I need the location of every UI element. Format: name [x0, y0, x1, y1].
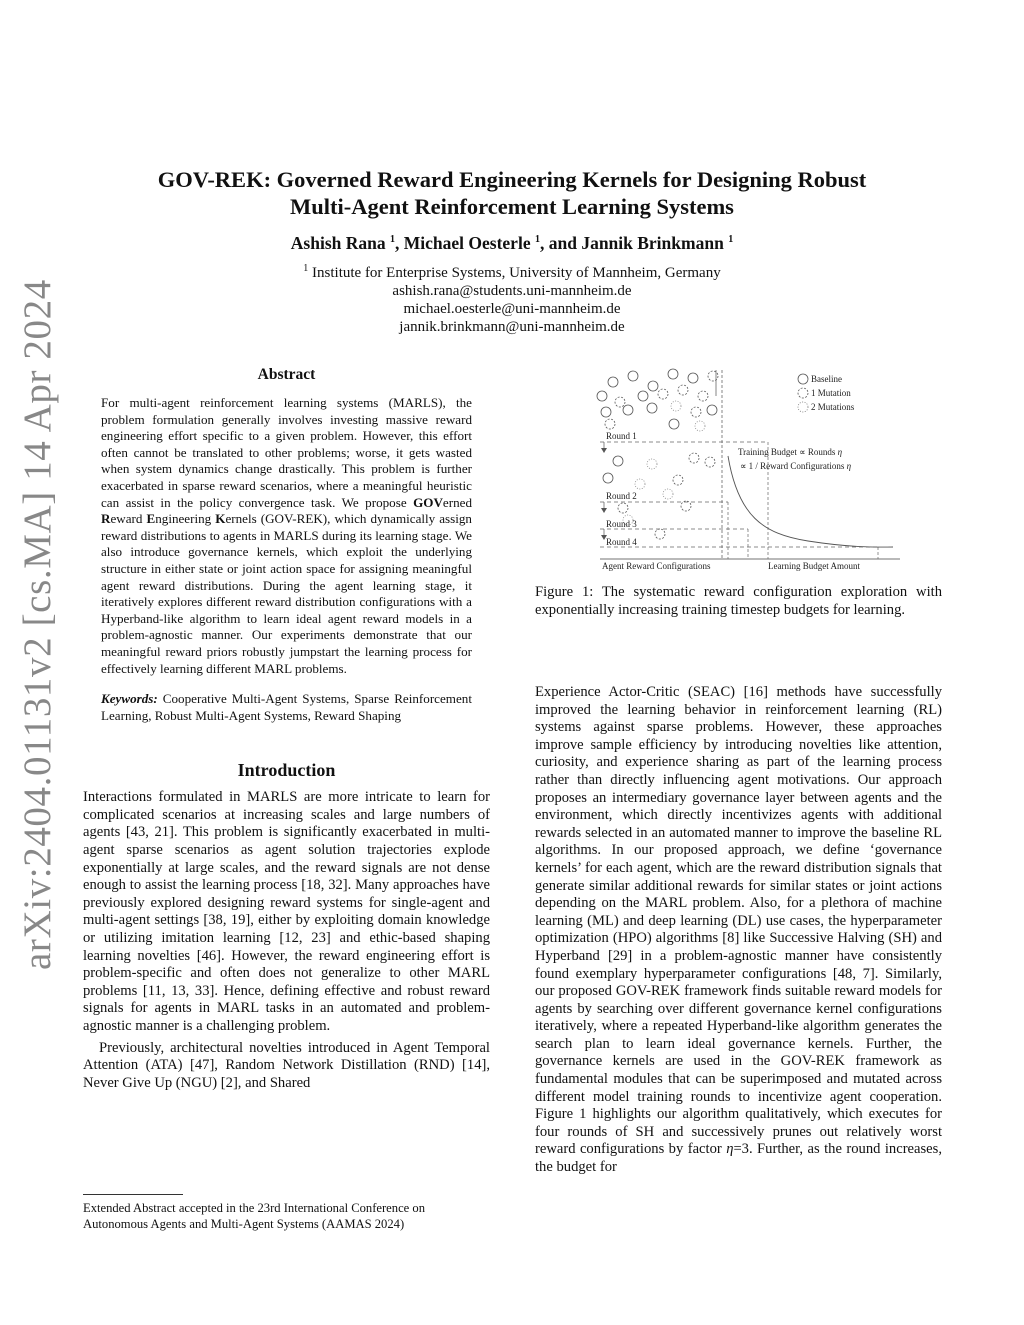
arxiv-identifier[interactable]: arXiv:2404.01131v2 [cs.MA] 14 Apr 2024 — [16, 279, 59, 970]
baseline-config-circle — [648, 381, 658, 391]
mutation-config-circle — [698, 391, 708, 401]
affiliation-line — [100, 264, 924, 282]
round-3-label: Round 3 — [606, 519, 637, 529]
affiliation-text: Institute for Enterprise Systems, University of Mannheim, Germany — [308, 265, 721, 281]
legend-1-mutation: 1 Mutation — [811, 388, 851, 398]
budget-annotation-line1 — [738, 447, 843, 457]
mutation-config-circle — [691, 407, 701, 417]
mutation-config-circle — [689, 453, 699, 463]
intro-paragraph: Previously, architectural novelties introduced in Agent Temporal Attention (ATA) [47], Random Network Distillation (RND) [14], Never Give Up (NGU) [2], and Shared — [83, 1039, 490, 1091]
x-label-budget: Learning Budget Amount — [768, 561, 860, 571]
author-affiliation-mark: 1 — [534, 234, 540, 246]
intro-paragraph: Interactions formulated in MARLS are more intricate to learn for complicated scenarios at increasing scales and large numbers of agents [43, 21]. This problem is significantly exacerbated in multi-agent sparse scenarios as agent solution trajectories explode exponentially at large scales, and the reward signals are not dense enough to assist the learning process [18, 32]. Many approaches have previously explored designing reward systems for single-agent and multi-agent settings [38, 19], either by exploiting domain knowledge or utilizing imitation learning [12, 23] and ethic-based shaping learning novelties [46]. However, the reward engineering effort is problem-specific and often does not generalize to other MARL problems [11, 13, 33]. Hence, defining effective and robust reward signals for agents in MARL tasks in an automated and problem-agnostic manner is a challenging problem. — [83, 789, 490, 1034]
footnote: Extended Abstract accepted in the 23rd International Conference on Autonomous Agents and Multi-Agent Systems (AAMAS 2024) — [83, 1201, 425, 1231]
budget-annotation-text: ∝ 1 / Reward Configurations — [740, 461, 847, 471]
author-name: Michael Oesterle — [403, 233, 531, 253]
left-column — [83, 366, 490, 1092]
baseline-config-circle — [601, 407, 611, 417]
round-4-label: Round 4 — [606, 537, 637, 547]
double-mutation-config-circle — [647, 459, 657, 469]
baseline-config-circle — [628, 371, 638, 381]
affiliation-block — [100, 264, 924, 336]
paragraph-text: =3. Further, as the round increases, the budget for — [535, 1141, 942, 1176]
baseline-config-circle — [623, 405, 633, 415]
author-separator: , — [395, 233, 404, 253]
legend-2-mutations: 2 Mutations — [811, 402, 855, 412]
abstract-text: (GOV-REK), which dynamically assign reward distributions to agents in MARLS during its learning stage. We also introduce governance kernels, which exploit the underlying structure in either state or joint action space for assigning meaningful agent reward distributions. During the agent learning stage, it iteratively explores different reward distribution configurations with a Hyperband-like algorithm to learn ideal agent reward models in a problem-agnostic manner. Our experiments demonstrate that our meaningful reward priors robustly jumpstart the learning process for effectively learning different MARL problems. — [101, 511, 472, 676]
legend-baseline-marker — [798, 374, 808, 384]
figure-1-caption: Figure 1: The systematic reward configuration exploration with exponentially increasing training timestep budgets for learning. — [535, 584, 942, 618]
double-mutation-config-circle — [695, 421, 705, 431]
footnote-divider — [83, 1194, 183, 1195]
x-label-configurations: Agent Reward Configurations — [602, 561, 711, 571]
acronym-rest: ernels — [225, 511, 257, 527]
keywords — [101, 691, 472, 724]
figure-1 — [588, 366, 908, 571]
eta-symbol: η — [726, 1141, 734, 1158]
baseline-config-circle — [688, 373, 698, 383]
double-mutation-config-circle — [635, 479, 645, 489]
baseline-config-circle — [668, 369, 678, 379]
keywords-text: Cooperative Multi-Agent Systems, Sparse Reinforcement Learning, Robust Multi-Agent Systems, Reward Shaping — [101, 691, 472, 723]
author-list — [100, 233, 924, 254]
acronym-bold: E — [146, 511, 156, 527]
figure-1-diagram — [588, 366, 908, 571]
round-1-label: Round 1 — [606, 431, 637, 441]
acronym-rest: eward — [110, 511, 147, 527]
baseline-config-circle — [707, 405, 717, 415]
baseline-config-circle — [647, 403, 657, 413]
abstract-body — [101, 395, 472, 677]
mutation-config-circle — [708, 371, 718, 381]
acronym-rest: erned — [442, 494, 472, 510]
arxiv-sidebar — [8, 279, 68, 970]
right-column-paragraph — [535, 684, 942, 1177]
legend-2-mutations-marker — [798, 402, 808, 412]
budget-annotation-text: Training Budget ∝ Rounds — [738, 447, 838, 457]
acronym-bold: R — [101, 511, 111, 527]
mutation-config-circle — [615, 397, 625, 407]
baseline-config-circle — [613, 456, 623, 466]
paragraph-text: Experience Actor-Critic (SEAC) [16] methods have successfully improved the learning behavior in reinforcement learning (RL) systems against sparse problems. However, these approaches improve sample efficiency by introducing novelties like attention, curiosity, and experience sharing as part of the learning process rather than directly influencing agent motivations. Our approach proposes an intermediary governance layer between agents and the environment, which directly incentivizes agents with additional rewards selected in an automated manner to improve the baseline RL algorithms. In our proposed approach, we define ‘governance kernels’ for each agent, which are the reward distribution signals that generate similar additional rewards for similar states or joint actions depending on the MARL problem. Also, for a plethora of machine learning (ML) and deep learning (DL) use cases, the hyperparameter optimization (HPO) algorithms [8] like Successive Halving (SH) and Hyperband [29] in a problem-agnostic manner have consistently found exemplary hyperparameter configurations [48, 7]. Similarly, our proposed GOV-REK framework finds suitable reward models for agents by searching over different governance kernel configurations iteratively, where a repeated Hyperband-like algorithm generates the search plan to learn ideal governance kernels. Further, the governance kernels are used in the GOV-REK framework as fundamental modules that can be superimposed and mutated across different model training rounds to incentivize agent cooperation. Figure 1 highlights our algorithm qualitatively, which executes for four rounds of SH and successively prunes out relatively worst reward configurations by factor — [535, 684, 942, 1158]
legend-1-mutation-marker — [798, 388, 808, 398]
acronym-bold: GOV — [413, 494, 443, 510]
baseline-config-circle — [597, 391, 607, 401]
paper-title — [100, 166, 924, 220]
author-affiliation-mark: 1 — [728, 234, 734, 246]
author-affiliation-mark: 1 — [390, 234, 396, 246]
mutation-config-circle — [681, 501, 691, 511]
email-link[interactable]: jannik.brinkmann@uni-mannheim.de — [399, 319, 625, 335]
mutation-config-circle — [678, 385, 688, 395]
budget-steps — [728, 442, 878, 559]
budget-annotation-line2 — [740, 461, 852, 471]
introduction-heading: Introduction — [237, 760, 336, 781]
email-link[interactable]: ashish.rana@students.uni-mannheim.de — [392, 283, 632, 299]
round-2-label: Round 2 — [606, 491, 637, 501]
budget-eta: η — [837, 447, 843, 457]
mutation-config-circle — [705, 457, 715, 467]
baseline-config-circle — [603, 473, 613, 483]
reward-config-circles — [597, 369, 718, 539]
title-line-2: Multi-Agent Reinforcement Learning Systems — [290, 194, 734, 219]
affiliation-mark: 1 — [303, 263, 309, 274]
baseline-config-circle — [608, 377, 618, 387]
mutation-config-circle — [618, 503, 628, 513]
budget-eta: η — [846, 461, 852, 471]
email-link[interactable]: michael.oesterle@uni-mannheim.de — [403, 301, 621, 317]
double-mutation-config-circle — [671, 401, 681, 411]
right-column — [535, 366, 942, 619]
mutation-config-circle — [605, 419, 615, 429]
keywords-label: Keywords: — [101, 691, 158, 707]
acronym-bold: K — [215, 511, 226, 527]
abstract-text: For multi-agent reinforcement learning systems (MARLS), the problem formulation generally involves investing massive reward engineering effort specific to a given problem. However, this effort often cannot be translated to other problems; worse, it gets wasted when system dynamics change drastically. This problem is further exacerbated in sparse reward scenarios, where a meaningful heuristic can assist in the policy convergence task. We propose — [101, 395, 472, 510]
author-name: Ashish Rana — [290, 233, 386, 253]
baseline-config-circle — [669, 419, 679, 429]
mutation-config-circle — [655, 529, 665, 539]
acronym-rest: ngineering — [155, 511, 216, 527]
legend-baseline: Baseline — [811, 374, 842, 384]
title-line-1: GOV-REK: Governed Reward Engineering Kernels for Designing Robust — [157, 167, 867, 192]
abstract-heading: Abstract — [257, 366, 316, 383]
mutation-config-circle — [673, 475, 683, 485]
mutation-config-circle — [658, 389, 668, 399]
author-name: Jannik Brinkmann — [581, 233, 724, 253]
author-separator: , and — [539, 233, 582, 253]
double-mutation-config-circle — [663, 489, 673, 499]
baseline-config-circle — [638, 391, 648, 401]
